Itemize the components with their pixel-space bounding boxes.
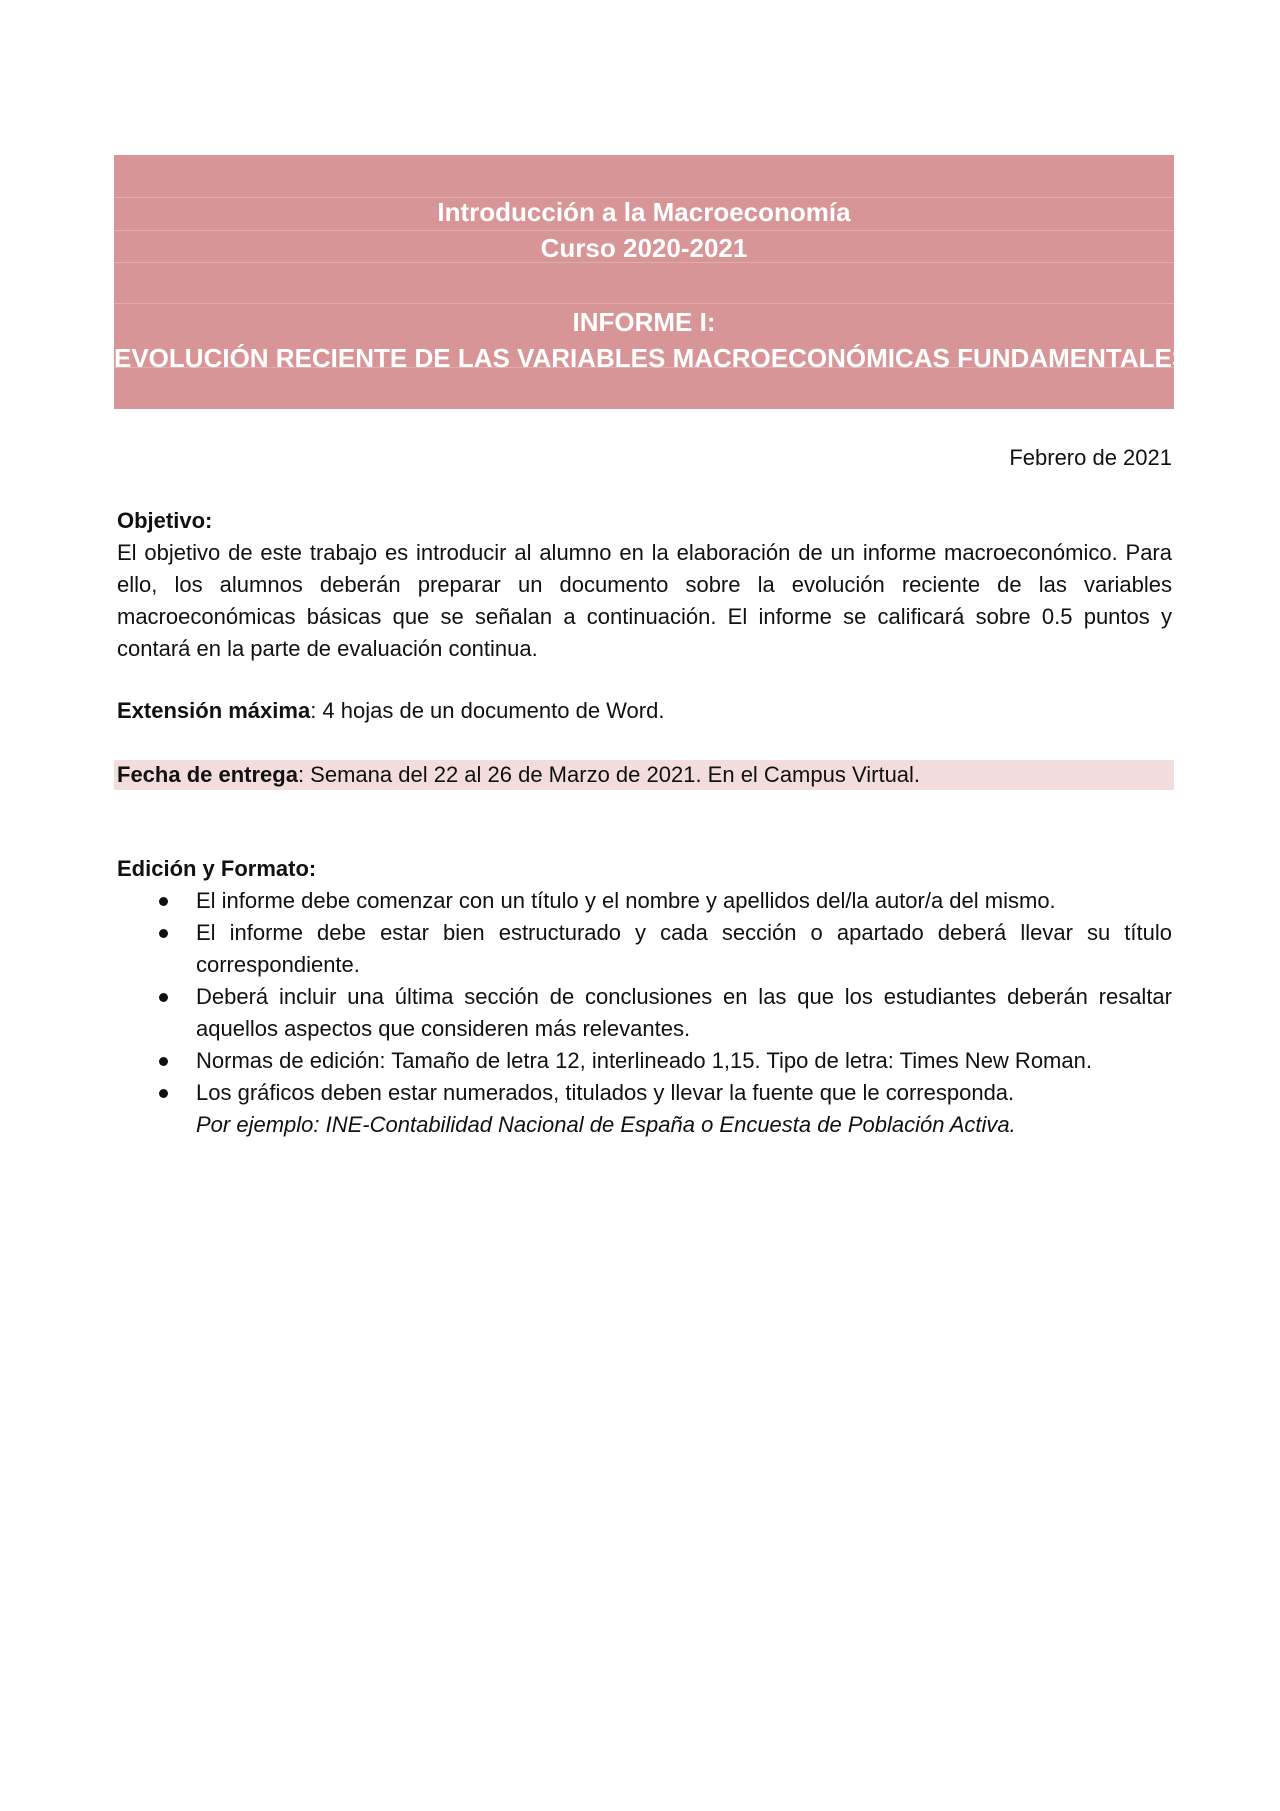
report-subtitle: EVOLUCIÓN RECIENTE DE LAS VARIABLES MACROECONÓMICAS FUNDAMENTALES: [114, 343, 1190, 373]
list-item-text: El informe debe estar bien estructurado y cada sección o apartado deberá llevar su título correspondiente.: [196, 920, 1172, 977]
title-banner: [114, 155, 1190, 409]
format-heading-text: Edición y Formato:: [117, 856, 317, 881]
list-item: [117, 1077, 1172, 1109]
format-heading: [117, 853, 1172, 885]
bullet-icon: [159, 993, 168, 1002]
list-item: [117, 1045, 1172, 1077]
deadline-line: [117, 759, 1172, 791]
format-list: [117, 885, 1172, 1141]
deadline-value: : Semana del 22 al 26 de Marzo de 2021. En el Campus Virtual.: [297, 762, 921, 787]
course-year: Curso 2020-2021: [540, 233, 748, 263]
list-item: [117, 981, 1172, 1045]
list-item-text: Deberá incluir una última sección de conclusiones en las que los estudiantes deberán resaltar aquellos aspectos que consideren más relevantes.: [196, 984, 1172, 1041]
list-item-text: Los gráficos deben estar numerados, titulados y llevar la fuente que le corresponda.: [196, 1080, 1015, 1105]
extension-label: Extensión máxima: [117, 698, 311, 723]
objective-heading: Objetivo:: [117, 508, 213, 533]
bullet-icon: [159, 897, 168, 906]
report-title: INFORME I:: [572, 307, 716, 337]
deadline-label: Fecha de entrega: [117, 762, 298, 787]
bullet-icon: [159, 1089, 168, 1098]
objective-text: El objetivo de este trabajo es introducir al alumno en la elaboración de un informe macroeconómico. Para ello, los alumnos deberán preparar un documento sobre la evolución reciente de las variables macroeconómicas básicas que se señalan a continuación. El informe se calificará sobre 0.5 puntos y contará en la parte de evaluación continua.: [117, 540, 1172, 661]
list-item-text: El informe debe comenzar con un título y el nombre y apellidos del/la autor/a del mismo.: [196, 888, 1056, 913]
example-note: Por ejemplo: INE-Contabilidad Nacional de España o Encuesta de Población Activa.: [196, 1112, 1016, 1137]
bullet-icon: [159, 929, 168, 938]
course-title: Introducción a la Macroeconomía: [437, 197, 851, 227]
list-item: [117, 885, 1172, 917]
document-date: Febrero de 2021: [1009, 445, 1172, 470]
extension-line: [117, 695, 1172, 727]
extension-value: : 4 hojas de un documento de Word.: [310, 698, 665, 723]
bullet-icon: [159, 1057, 168, 1066]
list-item-text: Normas de edición: Tamaño de letra 12, interlineado 1,15. Tipo de letra: Times New Roman.: [196, 1048, 1092, 1073]
banner-rule: [114, 303, 1174, 304]
objective-section: [117, 505, 1172, 665]
list-item: [117, 917, 1172, 981]
